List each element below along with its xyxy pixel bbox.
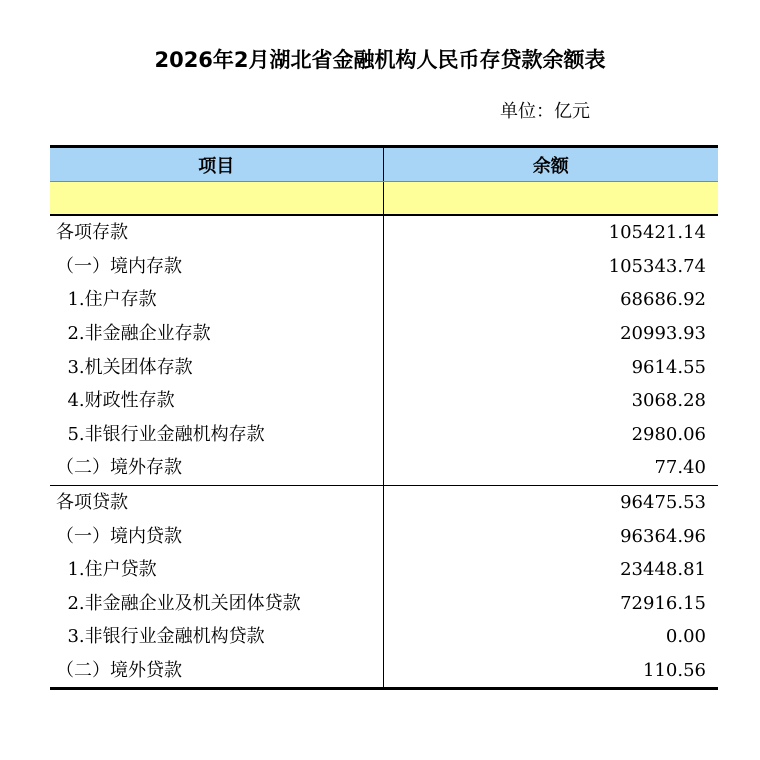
table-row [50,485,718,519]
row-value: 3068.28 [631,390,706,412]
table-row [50,384,718,418]
deposit-loan-table [50,145,718,690]
row-value: 23448.81 [620,559,706,581]
table-row [50,215,718,250]
row-value: 20993.93 [620,323,706,345]
row-label: 1.住户存款 [50,283,383,317]
row-label: 1.住户贷款 [50,553,383,587]
row-label: （一）境内贷款 [50,519,383,553]
row-value: 105421.14 [608,222,706,244]
row-label: 2.非金融企业存款 [50,317,383,351]
row-label: 各项存款 [50,215,383,250]
row-value: 96475.53 [383,485,718,519]
column-header-balance: 余额 [383,147,718,182]
row-label: 3.非银行业金融机构贷款 [50,620,383,654]
table-row [50,350,718,384]
row-value: 110.56 [383,654,718,689]
row-value: 9614.55 [631,356,706,378]
row-value: 105343.74 [608,255,706,277]
table-row [50,418,718,452]
row-label: 4.财政性存款 [50,384,383,418]
row-label: 5.非银行业金融机构存款 [50,418,383,452]
table-row [50,250,718,284]
table-row [50,451,718,485]
row-label: （二）境外存款 [50,451,383,485]
row-value: 2980.06 [631,423,706,445]
table-header-spacer-row [50,182,718,216]
row-value: 77.40 [654,457,706,479]
column-header-item: 项目 [50,147,383,182]
table-row [50,283,718,317]
row-label: 2.非金融企业及机关团体贷款 [50,587,383,621]
table-row [50,553,718,587]
row-value: 0.00 [665,626,706,648]
table-row [50,587,718,621]
row-value: 68686.92 [620,289,706,311]
row-label: （二）境外贷款 [50,654,383,689]
table-row [50,620,718,654]
table-row [50,654,718,689]
unit-label: 单位：亿元 [500,101,590,122]
row-value: 72916.15 [620,592,706,614]
row-label: 各项贷款 [50,485,383,519]
row-label: 3.机关团体存款 [50,350,383,384]
table-row [50,317,718,351]
row-value: 96364.96 [620,525,706,547]
table-row [50,519,718,553]
row-label: （一）境内存款 [50,250,383,284]
table-header-row [50,147,718,182]
page-title: 2026年2月湖北省金融机构人民币存贷款余额表 [154,48,606,72]
